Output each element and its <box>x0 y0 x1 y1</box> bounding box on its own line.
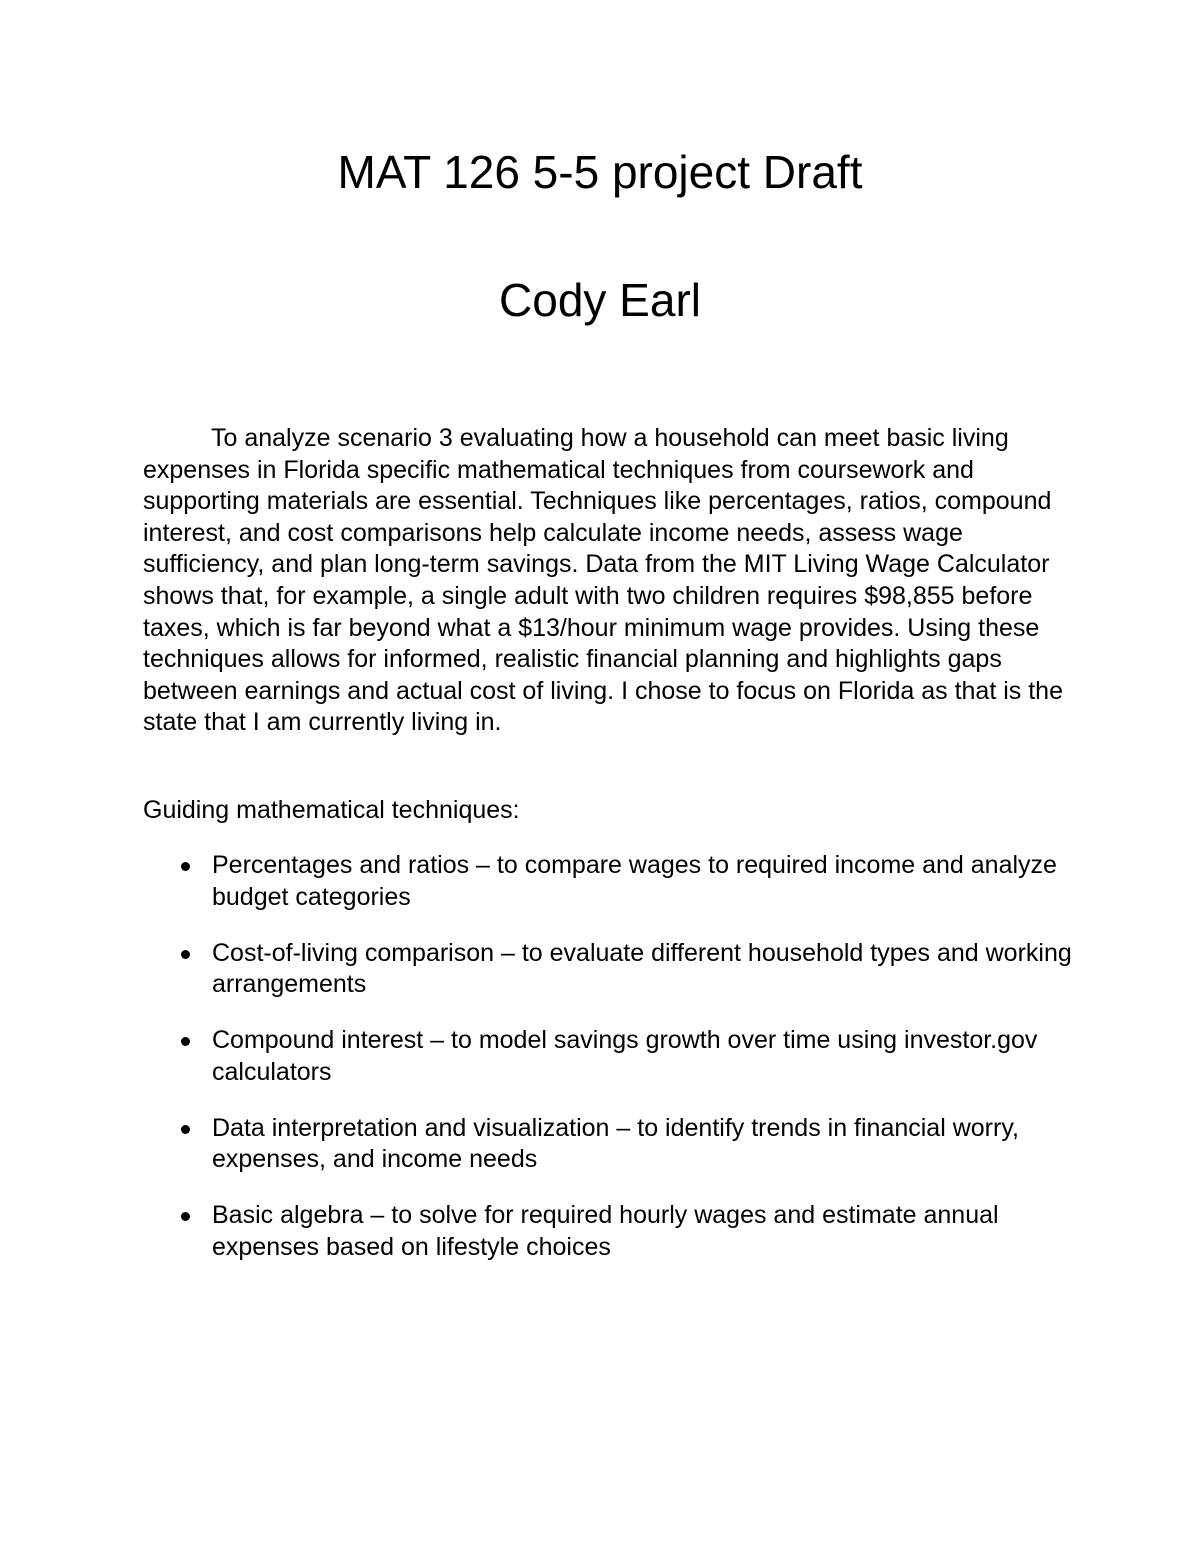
list-item <box>143 1200 1073 1263</box>
list-item <box>143 1025 1073 1088</box>
bullet-icon <box>181 1037 190 1046</box>
list-item <box>143 1113 1073 1176</box>
bullet-icon <box>181 950 190 959</box>
bullet-icon <box>181 1212 190 1221</box>
intro-paragraph: To analyze scenario 3 evaluating how a household can meet basic living expenses in Florida specific mathematical techniques from coursework and supporting materials are essential. Techniques like percentages, ratios, compound interest, and cost comparisons help calculate income needs, assess wage sufficiency, and plan long-term savings. Data from the MIT Living Wage Calculator shows that, for example, a single adult with two children requires $98,855 before taxes, which is far beyond what a $13/hour minimum wage provides. Using these techniques allows for informed, realistic financial planning and highlights gaps between earnings and actual cost of living. I chose to focus on Florida as that is the state that I am currently living in. <box>143 424 1063 737</box>
list-item-text: Percentages and ratios – to compare wages to required income and analyze budget categories <box>212 851 1057 911</box>
list-item-text: Data interpretation and visualization – to identify trends in financial worry, expenses, and income needs <box>212 1113 1019 1174</box>
list-item <box>143 938 1073 1001</box>
list-item-text: Compound interest – to model savings growth over time using investor.gov calculators <box>212 1026 1038 1086</box>
bullet-icon <box>181 1125 190 1134</box>
document-title: MAT 126 5-5 project Draft <box>337 146 863 198</box>
author-name: Cody Earl <box>499 274 701 326</box>
list-item-text: Basic algebra – to solve for required hourly wages and estimate annual expenses based on lifestyle choices <box>212 1201 999 1261</box>
techniques-list <box>143 850 1073 1288</box>
list-item-text: Cost-of-living comparison – to evaluate different household types and working arrangements <box>212 938 1072 999</box>
list-item <box>143 850 1073 913</box>
bullet-icon <box>181 862 190 871</box>
techniques-heading: Guiding mathematical techniques: <box>143 796 520 824</box>
